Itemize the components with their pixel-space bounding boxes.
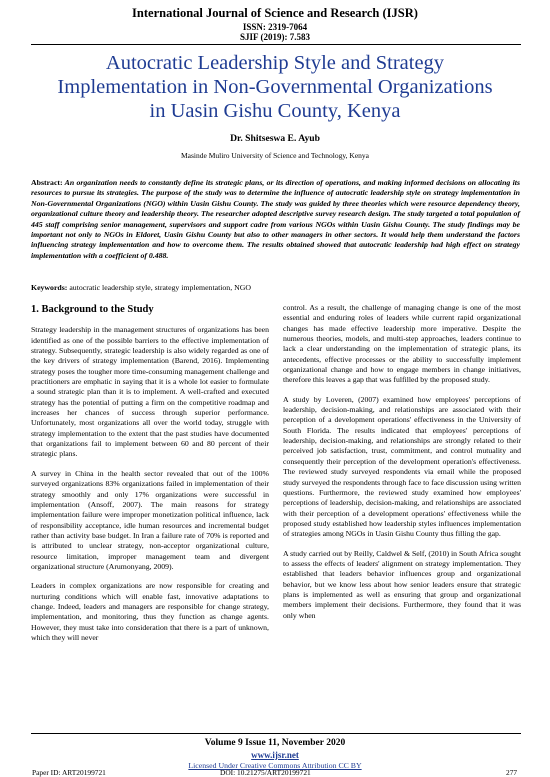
body-paragraph: A survey in China in the health sector revealed that out of the 100% surveyed organizations 83% organizations failed in implementation of their strategy smoothly and only 17% organizations were successful in implementation (Ansoff, 2007). The main reasons for strategy implementation failure were improper monetization political influence, lack of responsibility acceptance, idle human resources and incremental budget rather than activity base budget. In Iran a failure rate of 70% is reported and is attributed to unclear strategy, non-acceptor organizational culture, resource limitation, improper management team and divergent organizational structure (Arumonyang, 2009). [31,468,269,571]
paper-title: Autocratic Leadership Style and Strategy Implementation in Non-Governmental Organizations in Uasin Gishu County, Kenya [57,52,493,122]
journal-issn: ISSN: 2319-7064 [242,22,308,32]
author-affiliation: Masinde Muliro University of Science and Technology, Kenya [181,151,369,160]
keywords [31,283,520,292]
footer-volume: Volume 9 Issue 11, November 2020 [204,738,346,748]
body-paragraph: Strategy leadership in the management structures of organizations has been identified as one of the possible barriers to the effective implementation of strategy. Subsequently, strategic leadership is also widely regarded as one of the key drivers of strategy implementation (Barend, 2016). Implementing strategy poses the tougher more time-consuming management challenge and practitioners are emphatic in saying that it is a whole lot easier to formulate a sound strategic plan than it is to implement. A well-crafted and executed strategy has the potential of putting a firm on the competitive roadmap and increases her chances of success through superior performance. Unfortunately, most organizations all over the world today, struggle with strategy implementation to the extent that the past studies have documented that organizations fail to implement between 60 and 80 percent of their strategic plans. [31,325,269,459]
body-paragraph: Leaders in complex organizations are now responsible for creating and nurturing conditions which will enable fast, innovative adaptations to change. Indeed, leaders and managers are responsible for change strategy, implementation, and monitoring, thus they function as change agents. However, they must take into consideration that there is a part of unknown, which they will never [31,581,269,642]
keywords-label: Keywords: [31,283,68,292]
journal-sjif: SJIF (2019): 7.583 [240,32,310,42]
footer-doi: DOI: 10.21275/ART20199721 [220,768,311,777]
right-column [283,303,521,733]
body-paragraph: A study carried out by Reilly, Caldwel & Self, (2010) in South Africa sought to assess the effects of leaders' alignment on strategy implementation. They established that leaders behavior influences group and organizational behavior, but we know less about how senior leaders ensure that strategic plans is implemented as well as ensuring that group and organizational members implement their decisions. Furthermore, they found that it was only when [283,548,521,620]
page-number: 277 [506,768,518,777]
abstract [31,178,520,261]
author-name: Dr. Shitseswa E. Ayub [230,133,320,144]
abstract-text: An organization needs to constantly define its strategic plans, or its direction of operations, and making informed decisions on allocating its resources to pursue its strategies. The purpose of the study was to determine the influence of autocratic leadership style on strategy implementation in Non-Governmental Organizations (NGO) within Uasin Gishu County. The study was guided by three theories which were resource dependency theory, organizational culture theory and leadership theory. The researcher adopted descriptive survey research design. The study targeted a total population of 445 staff comprising senior management, supervisors and support cadre from various NGOs within Uasin Gishu County. The study findings may be important not only to NGOs in Eldoret, Uasin Gishu County but also to other managers in other sectors. It would help them understand the factors influencing strategy implementation and how to overcome them. The results obtained showed that autocratic leadership had high effect on strategy implementation with a coefficient of 0.488. [31,178,520,260]
abstract-label: Abstract: [31,178,63,187]
body-paragraph: control. As a result, the challenge of managing change is one of the most essential and enduring roles of leaders while current rapid organizational changes has made effective leadership more imperative. Despite the numerous theories, models, and multi-step approaches, leaders continue to lack a clear understanding on the implementation of strategic plans, its antecedents, effective processes or the ability to successfully implement organizational change and how to engage members in change initiatives, therefore this leaves a gap that was fulfilled by the proposed study. [283,303,521,385]
body-paragraph: A study by Loveren, (2007) examined how employees' perceptions of leadership, decision-making, and relationships are associated with their perception of a development operations' effectiveness in the University of South Florida. The results indicated that employees' perceptions of leadership, decision-making, and relationships are strongly related to their perceived job satisfaction, trust, commitment, and control mutuality and consequently their perception of the development operation's effectiveness. The reviewed study surveyed respondents via email while the proposed study surveyed the respondents through face to face discussion using written questions. Furthermore, the reviewed study examined how employees' perceptions of leadership, decision-making, and relationships are associated with their perception of a development operations' effectiveness while the proposed study established how leadership styles influences implementation of strategies among NGOs in Uasin Gishu County thus filling the gap. [283,394,521,539]
section-heading: 1. Background to the Study [31,304,154,315]
footer-website-link[interactable]: www.ijsr.net [251,750,299,760]
footer-divider [31,733,521,734]
left-column [31,303,269,733]
footer-paper-id: Paper ID: ART20199721 [32,768,106,777]
header-divider [31,44,521,45]
journal-name: International Journal of Science and Research (IJSR) [132,6,418,20]
keywords-text: autocratic leadership style, strategy implementation, NGO [69,283,251,292]
footer-license-link[interactable]: Licensed Under Creative Commons Attribution CC BY [188,761,362,770]
